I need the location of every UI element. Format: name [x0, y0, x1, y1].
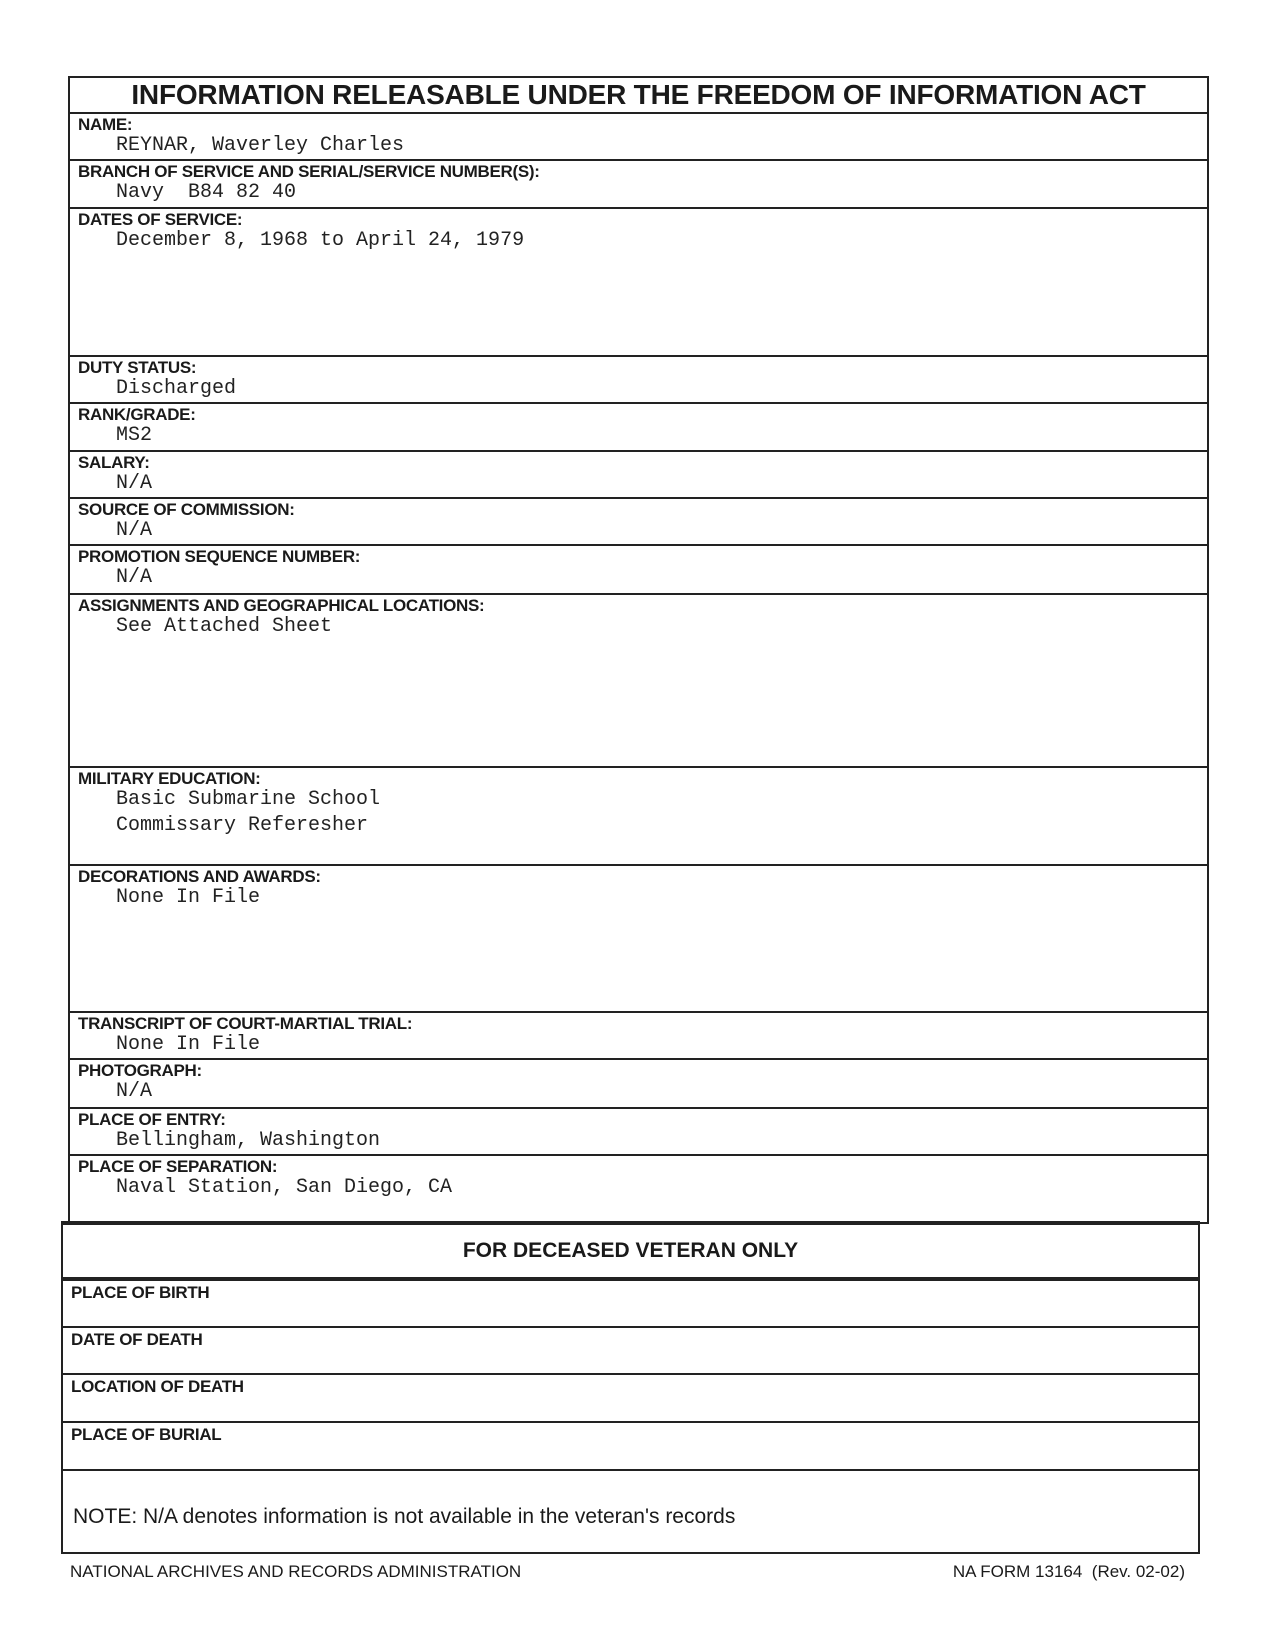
field-photograph: [70, 1058, 1207, 1107]
field-date-of-death: [63, 1326, 1198, 1373]
form-title: INFORMATION RELEASABLE UNDER THE FREEDOM OF INFORMATION ACT: [131, 79, 1146, 110]
footer-form-number: NA FORM 13164 (Rev. 02-02): [952, 1562, 1185, 1581]
field-label: RANK/GRADE:: [78, 405, 196, 424]
field-value: N/A: [116, 519, 153, 542]
field-value: Naval Station, San Diego, CA: [116, 1176, 453, 1199]
field-value: Discharged: [116, 377, 237, 400]
field-value: None In File: [116, 886, 261, 909]
field-value: N/A: [116, 566, 153, 589]
field-label: DATES OF SERVICE:: [78, 210, 243, 229]
field-value: Navy B84 82 40: [116, 181, 297, 204]
field-value: See Attached Sheet: [116, 615, 333, 638]
field-promotion-sequence: [70, 544, 1207, 593]
field-place-of-separation: [70, 1154, 1207, 1222]
field-label: PLACE OF SEPARATION:: [78, 1157, 278, 1176]
field-place-of-birth: [63, 1277, 1198, 1326]
field-label: PLACE OF BIRTH: [71, 1283, 210, 1302]
field-value: MS2: [116, 424, 153, 447]
field-label: PROMOTION SEQUENCE NUMBER:: [78, 547, 361, 566]
field-dates-of-service: [70, 207, 1207, 355]
na-note: NOTE: N/A denotes information is not available in the veteran's records: [73, 1505, 736, 1528]
field-label: BRANCH OF SERVICE AND SERIAL/SERVICE NUMBER(S):: [78, 162, 540, 181]
field-value: Basic Submarine School: [116, 788, 381, 811]
field-value: REYNAR, Waverley Charles: [116, 134, 405, 157]
field-label: NAME:: [78, 115, 133, 134]
field-duty-status: [70, 355, 1207, 402]
field-value: N/A: [116, 472, 153, 495]
field-source-of-commission: [70, 497, 1207, 544]
field-military-education: [70, 766, 1207, 864]
field-rank-grade: [70, 402, 1207, 450]
field-place-of-entry: [70, 1107, 1207, 1154]
field-assignments: [70, 593, 1207, 766]
field-label: PLACE OF ENTRY:: [78, 1110, 226, 1129]
footer-agency: NATIONAL ARCHIVES AND RECORDS ADMINISTRATION: [70, 1562, 522, 1581]
field-value: Commissary Referesher: [116, 814, 369, 837]
field-label: DATE OF DEATH: [71, 1330, 203, 1349]
field-location-of-death: [63, 1373, 1198, 1421]
field-value: N/A: [116, 1080, 153, 1103]
field-value: Bellingham, Washington: [116, 1129, 381, 1152]
field-label: PHOTOGRAPH:: [78, 1061, 202, 1080]
foia-form: [68, 76, 1209, 1224]
field-label: TRANSCRIPT OF COURT-MARTIAL TRIAL:: [78, 1014, 413, 1033]
field-label: PLACE OF BURIAL: [71, 1425, 222, 1444]
note-section: [63, 1469, 1198, 1554]
field-label: SOURCE OF COMMISSION:: [78, 500, 295, 519]
field-label: MILITARY EDUCATION:: [78, 769, 261, 788]
field-value: December 8, 1968 to April 24, 1979: [116, 229, 525, 252]
field-branch-serial: [70, 159, 1207, 207]
field-label: ASSIGNMENTS AND GEOGRAPHICAL LOCATIONS:: [78, 596, 485, 615]
field-label: DUTY STATUS:: [78, 358, 197, 377]
field-name: [70, 112, 1207, 159]
field-label: DECORATIONS AND AWARDS:: [78, 867, 321, 886]
deceased-section-title: FOR DECEASED VETERAN ONLY: [462, 1239, 799, 1262]
field-salary: [70, 450, 1207, 497]
deceased-veteran-section: [61, 1221, 1200, 1554]
field-decorations-awards: [70, 864, 1207, 1011]
field-label: LOCATION OF DEATH: [71, 1377, 244, 1396]
field-label: SALARY:: [78, 453, 150, 472]
field-value: None In File: [116, 1033, 261, 1056]
field-place-of-burial: [63, 1421, 1198, 1469]
field-court-martial: [70, 1011, 1207, 1058]
